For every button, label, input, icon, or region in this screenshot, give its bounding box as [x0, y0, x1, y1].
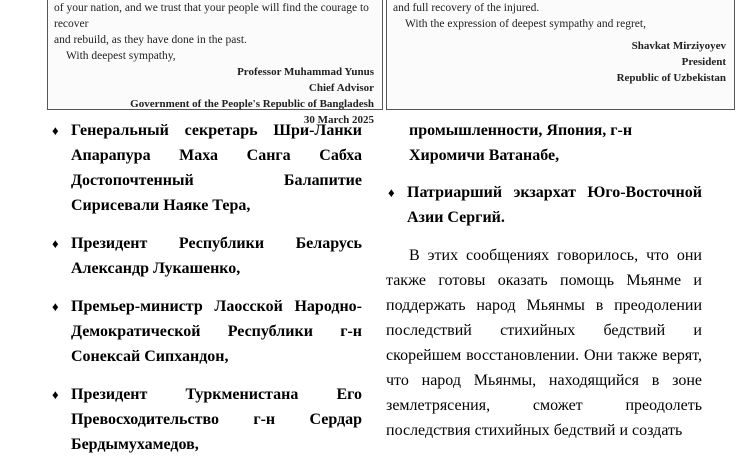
diamond-bullet-icon: ♦	[52, 123, 59, 138]
signature-date: 30 March 2025	[303, 114, 374, 126]
bangladesh-letter-excerpt	[47, 0, 383, 126]
signature-name: Professor Muhammad Yunus	[237, 66, 374, 78]
list-item-text: Президент Республики Беларусь Александр Лукашенко,	[71, 235, 362, 277]
right-column	[386, 118, 702, 443]
list-item	[50, 294, 362, 369]
left-column	[50, 118, 362, 470]
signature-org: Government of the People's Republic of Bangladesh	[130, 98, 374, 110]
uzbekistan-letter-excerpt	[386, 0, 735, 110]
letter-closing: With deepest sympathy,	[66, 50, 176, 62]
letter-line: of your nation, and we trust that your people will find the courage to recover	[54, 2, 369, 30]
signature-title: Chief Advisor	[308, 82, 374, 94]
list-item-text: Генеральный секретарь Шри-Ланки Апарапура Маха Санга Сабха Достопочтенный Балапитие Сирисевали Наяке Тера,	[71, 122, 362, 214]
list-item-continuation: промышленности, Япония, г-н Хиромичи Ватанабе,	[409, 122, 633, 164]
signature-name: Shavkat Mirziyoyev	[631, 40, 726, 52]
list-item-text: Премьер-министр Лаосской Народно-Демократической Республики г-н Сонексай Сипхандон,	[71, 298, 362, 365]
letter-signature	[393, 38, 726, 86]
diamond-bullet-icon: ♦	[52, 299, 59, 314]
list-item-text: Патриарший экзархат Юго-Восточной Азии Сергий.	[407, 184, 702, 226]
sender-list	[50, 118, 362, 457]
signature-title: President	[681, 56, 726, 68]
list-item	[50, 382, 362, 457]
list-item	[386, 180, 702, 230]
letter-line: and rebuild, as they have done in the past.	[54, 34, 247, 46]
list-item-text: Президент Туркменистана Его Превосходительство г-н Сердар Бердымухамедов,	[71, 386, 362, 453]
signature-org: Republic of Uzbekistan	[616, 72, 726, 84]
list-item	[50, 118, 362, 218]
letter-closing: With the expression of deepest sympathy and regret,	[405, 18, 646, 30]
diamond-bullet-icon: ♦	[388, 185, 395, 200]
body-paragraph: В этих сообщениях говорилось, что они также готовы оказать помощь Мьянме и поддержать народ Мьянмы в преодолении последствий стихийных бедствий и скорейшем восстановлении. Они также верят, что народ Мьянмы, находящийся в зоне землетрясения, сможет преодолеть последствия стихийных бедствий и создать	[386, 247, 702, 439]
letter-line: and full recovery of the injured.	[393, 2, 540, 14]
sender-list-continued	[386, 180, 702, 230]
list-item	[50, 231, 362, 281]
diamond-bullet-icon: ♦	[52, 236, 59, 251]
diamond-bullet-icon: ♦	[52, 387, 59, 402]
